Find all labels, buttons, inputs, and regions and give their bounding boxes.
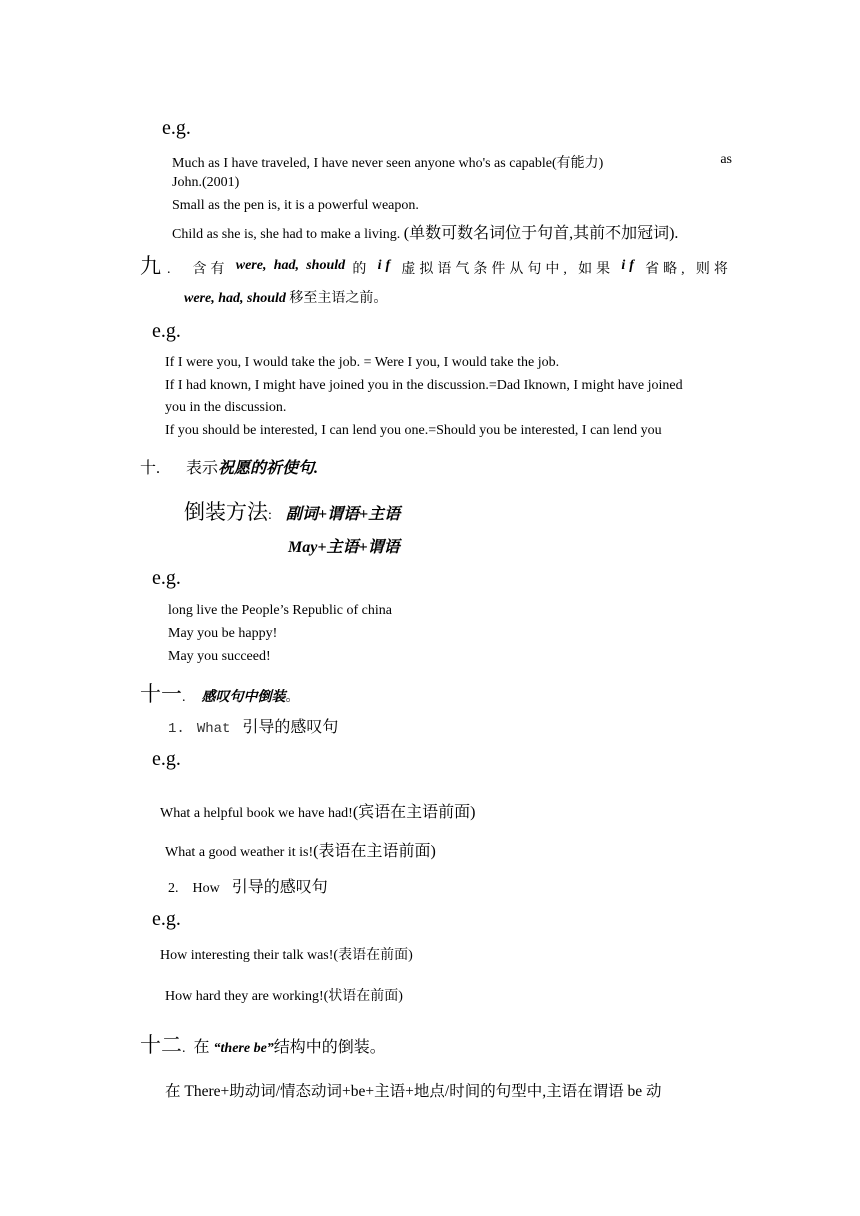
section-dot: . <box>167 262 171 277</box>
sub-text: 引导的感叹句 <box>231 879 328 896</box>
title-word: were, <box>235 258 267 273</box>
title-word: 如果 <box>578 262 615 277</box>
title-word: 省略, <box>645 262 689 277</box>
method-line <box>184 496 400 526</box>
sub-keyword: How <box>192 881 220 896</box>
section-title: 表示 <box>186 460 219 477</box>
section-heading-11 <box>140 678 300 708</box>
example-sentence <box>165 838 436 861</box>
example-text: Much as I have traveled, I have never seen anyone who's as capable(有能力) <box>172 156 604 171</box>
example-note: (状语在前面) <box>323 989 403 1004</box>
example-sentence <box>160 944 413 964</box>
title-word: had, <box>273 258 299 273</box>
section-heading-10 <box>140 455 318 478</box>
example-sentence: If I had known, I might have joined you in the discussion.=Dad Iknown, I might have joined <box>165 378 683 393</box>
example-sentence <box>160 799 476 822</box>
example-text: What a good weather it is! <box>165 845 314 860</box>
eg-label: e.g. <box>152 748 181 770</box>
section-title-continued <box>184 287 387 307</box>
method-formula: May+主语+谓语 <box>288 539 400 556</box>
example-sentence-line <box>172 152 732 172</box>
method-formula: 副词+谓语+主语 <box>285 506 401 523</box>
example-text: Child as she is, she had to make a living. <box>172 227 401 242</box>
sub-keyword: What <box>196 721 231 737</box>
sub-text: 引导的感叹句 <box>242 719 339 736</box>
body-paragraph: 在 There+助动词/情态动词+be+主语+地点/时间的句型中,主语在谓语 be 动 <box>165 1083 662 1100</box>
section-number: 十一 <box>140 682 182 706</box>
title-keywords: were, had, should <box>184 291 286 306</box>
example-note: (表语在前面) <box>333 948 413 963</box>
example-sentence: If you should be interested, I can lend you one.=Should you be interested, I can lend you <box>165 423 662 438</box>
eg-label: e.g. <box>152 567 181 589</box>
section-number: 九 <box>140 254 161 278</box>
section-number: 十二 <box>140 1033 182 1057</box>
example-sentence: May you succeed! <box>168 649 271 664</box>
section-heading-12 <box>140 1029 386 1059</box>
example-sentence: If I were you, I would take the job. = Were I you, I would take the job. <box>165 355 560 370</box>
subheading-how <box>168 874 328 897</box>
sub-number: 1. <box>168 721 185 737</box>
example-note: (单数可数名词位于句首,其前不加冠词). <box>403 225 679 242</box>
example-sentence <box>172 220 678 243</box>
section-title: 结构中的倒装。 <box>273 1039 386 1056</box>
title-word: if <box>377 258 395 273</box>
title-word: should <box>306 258 346 273</box>
example-sentence: John.(2001) <box>172 175 240 190</box>
example-text: as <box>720 152 732 167</box>
section-dot: . <box>182 1041 186 1056</box>
example-text: How hard they are working! <box>165 989 324 1004</box>
section-dot: . <box>182 690 186 705</box>
example-sentence <box>165 985 403 1005</box>
example-text: What a helpful book we have had! <box>160 806 353 821</box>
method-label: 倒装方法 <box>184 500 268 524</box>
title-word: if <box>621 258 638 273</box>
title-word: 含有 <box>192 262 229 277</box>
eg-label: e.g. <box>152 908 181 930</box>
title-word: 则将 <box>695 262 732 277</box>
method-colon: : <box>268 508 272 523</box>
title-word: 的 <box>352 262 371 277</box>
eg-label: e.g. <box>162 117 191 139</box>
example-sentence: Small as the pen is, it is a powerful weapon. <box>172 198 419 213</box>
sub-number: 2. <box>168 881 179 896</box>
section-title: 在 <box>193 1039 210 1056</box>
example-note: (宾语在主语前面) <box>352 804 476 821</box>
section-heading-9 <box>140 250 732 280</box>
section-title <box>193 258 733 278</box>
section-title-emphasis: 祝愿的祈使句. <box>218 460 319 477</box>
example-sentence: May you be happy! <box>168 626 278 641</box>
title-text: 移至主语之前。 <box>289 291 388 306</box>
eg-label: e.g. <box>152 320 181 342</box>
example-sentence: long live the People’s Republic of china <box>168 603 392 618</box>
example-note: (表语在主语前面) <box>313 843 436 860</box>
subheading-what <box>168 714 338 737</box>
example-sentence: you in the discussion. <box>165 400 287 415</box>
section-title: 感叹句中倒装 <box>201 690 286 705</box>
example-text: How interesting their talk was! <box>160 948 334 963</box>
title-word: 虚拟语气条件从句中, <box>401 262 571 277</box>
section-title-keyword: “there be” <box>213 1041 274 1056</box>
section-title-end: 。 <box>285 690 300 705</box>
section-number: 十. <box>140 460 161 477</box>
